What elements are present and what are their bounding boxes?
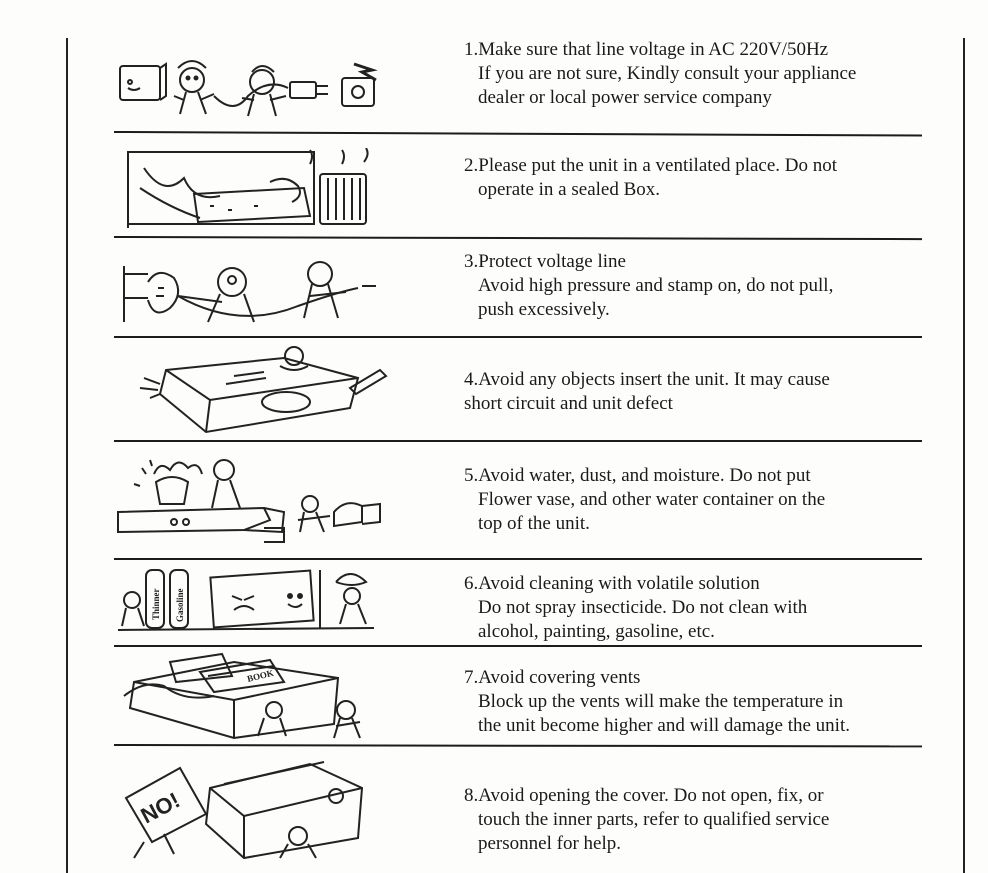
safety-body-7: Block up the vents will make the temperature in the unit become higher and will damage the unit. (478, 691, 850, 736)
safety-item-2 (114, 148, 926, 232)
safety-item-4 (114, 344, 926, 436)
ventilation-illustration (114, 148, 404, 232)
safety-item-5 (114, 450, 926, 554)
covered-vents-illustration (114, 652, 404, 742)
power-cord-illustration (114, 252, 404, 332)
bottle-label-thinner: Thinner (151, 588, 161, 620)
bottle-label-gasoline: Gasoline (175, 588, 185, 622)
safety-text-6 (464, 572, 934, 644)
safety-item-8 (114, 754, 926, 860)
divider-2 (114, 236, 922, 240)
safety-title-4: 4.Avoid any objects insert the unit. It may cause (464, 369, 830, 390)
safety-item-1 (114, 38, 926, 128)
no-sign-label: NO! (136, 787, 184, 829)
no-opening-illustration (114, 754, 404, 860)
safety-title-2: 2.Please put the unit in a ventilated place. Do not (464, 155, 838, 176)
left-margin-rule (66, 38, 68, 873)
safety-title-3: 3.Protect voltage line (464, 251, 626, 272)
safety-title-1: 1.Make sure that line voltage in AC 220V/50Hz (464, 39, 829, 60)
safety-body-8: touch the inner parts, refer to qualified service personnel for help. (478, 809, 830, 854)
safety-title-8: 8.Avoid opening the cover. Do not open, fix, or (464, 785, 824, 806)
divider-4 (114, 440, 922, 442)
divider-7 (114, 744, 922, 747)
safety-item-7 (114, 652, 926, 742)
safety-text-3 (464, 250, 934, 322)
safety-body-5: Flower vase, and other water container on the top of the unit. (478, 489, 826, 534)
safety-text-8 (464, 784, 934, 856)
power-plug-illustration (114, 38, 404, 128)
safety-body-1: If you are not sure, Kindly consult your appliance dealer or local power service company (478, 63, 857, 108)
divider-1 (114, 131, 922, 137)
safety-text-7 (464, 666, 934, 738)
safety-text-4 (464, 368, 934, 416)
safety-body-3: Avoid high pressure and stamp on, do not pull, push excessively. (478, 275, 834, 320)
book-label: BOOK (246, 667, 275, 684)
water-dust-illustration (114, 450, 404, 554)
object-insert-illustration (114, 344, 404, 436)
divider-3 (114, 336, 922, 338)
safety-body-2: operate in a sealed Box. (478, 179, 661, 200)
safety-title-7: 7.Avoid covering vents (464, 667, 641, 688)
divider-6 (114, 645, 922, 647)
safety-title-5: 5.Avoid water, dust, and moisture. Do not put (464, 465, 811, 486)
safety-item-3 (114, 252, 926, 332)
safety-item-6 (114, 562, 926, 640)
safety-body-6: Do not spray insecticide. Do not clean with alcohol, painting, gasoline, etc. (478, 597, 808, 642)
divider-5 (114, 558, 922, 560)
volatile-solution-illustration (114, 562, 404, 640)
safety-body-4: short circuit and unit defect (464, 393, 673, 414)
right-margin-rule (963, 38, 965, 873)
safety-title-6: 6.Avoid cleaning with volatile solution (464, 573, 760, 594)
safety-text-2 (464, 154, 934, 202)
safety-text-5 (464, 464, 934, 536)
safety-text-1 (464, 38, 934, 110)
